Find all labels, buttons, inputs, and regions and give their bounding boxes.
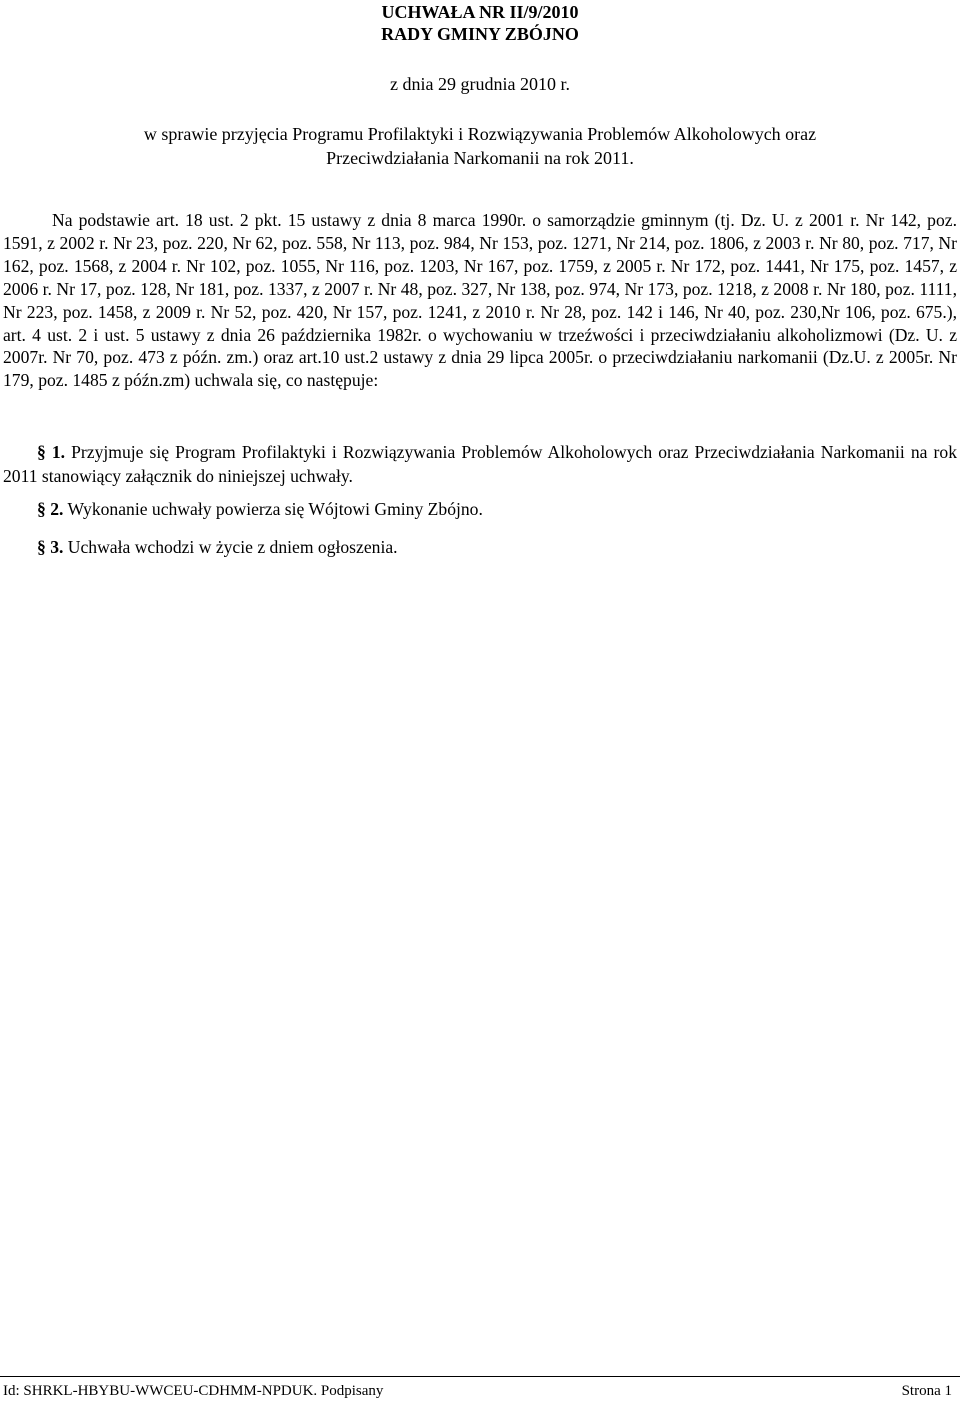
paragraph-1-text: Przyjmuje się Program Profilaktyki i Rozwiązywania Problemów Alkoholowych oraz Przeciwdziałania Narkomanii na rok 2011 stanowiący załącznik do niniejszej uchwały. [3, 442, 958, 486]
paragraph-1-number: § 1. [37, 442, 66, 462]
paragraph-2-number: § 2. [37, 499, 64, 519]
paragraph-2-text: Wykonanie uchwały powierza się Wójtowi Gminy Zbójno. [63, 499, 483, 519]
resolution-number: UCHWAŁA NR II/9/2010 [381, 2, 579, 22]
paragraph-2 [37, 497, 957, 521]
page-number: Strona 1 [901, 1383, 952, 1399]
paragraph-3-number: § 3. [37, 537, 64, 557]
subject-line-1: w sprawie przyjęcia Programu Profilaktyki i Rozwiązywania Problemów Alkoholowych oraz [143, 124, 817, 144]
resolution-date: z dnia 29 grudnia 2010 r. [390, 74, 570, 94]
paragraph-3-text: Uchwała wchodzi w życie z dniem ogłoszenia. [63, 537, 398, 557]
council-name: RADY GMINY ZBÓJNO [381, 24, 579, 44]
document-id: Id: SHRKL-HBYBU-WWCEU-CDHMM-NPDUK. Podpisany [3, 1383, 384, 1399]
footer-divider [0, 1376, 960, 1377]
legal-basis-paragraph: Na podstawie art. 18 ust. 2 pkt. 15 ustawy z dnia 8 marca 1990r. o samorządzie gminnym (tj. Dz. U. z 2001 r. Nr 142, poz. 1591, z 2002 r. Nr 23, poz. 220, Nr 62, poz. 558, Nr 113, poz. 984, Nr 153, poz. 1271, Nr 214, poz. 1806, z 2003 r. Nr 80, poz. 717, Nr 162, poz. 1568, z 2004 r. Nr 102, poz. 1055, Nr 116, poz. 1203, Nr 167, poz. 1759, z 2005 r. Nr 172, poz. 1441, Nr 175, poz. 1457, z 2006 r. Nr 17, poz. 128, Nr 181, poz. 1337, z 2007 r. Nr 48, poz. 327, Nr 138, poz. 974, Nr 173, poz. 1218, z 2008 r. Nr 180, poz. 1111, Nr 223, poz. 1458, z 2009 r. Nr 52, poz. 420, Nr 157, poz. 1241, z 2010 r. Nr 28, poz. 142 i 146, Nr 40, poz. 230,Nr 106, poz. 675.), art. 4 ust. 2 i ust. 5 ustawy z dnia 26 października 1982r. o wychowaniu w trzeźwości i przeciwdziałaniu alkoholizmowi (Dz. U. z 2007r. Nr 70, poz. 473 z późn. zm.) oraz art.10 ust.2 ustawy z dnia 29 lipca 2005r. o przeciwdziałaniu narkomanii (Dz.U. z 2005r. Nr 179, poz. 1485 z późn.zm) uchwala się, co następuje: [3, 210, 957, 391]
resolution-subject [0, 122, 960, 170]
paragraph-3 [37, 535, 957, 559]
paragraph-1 [3, 440, 957, 488]
subject-line-2: Przeciwdziałania Narkomanii na rok 2011. [326, 148, 634, 168]
